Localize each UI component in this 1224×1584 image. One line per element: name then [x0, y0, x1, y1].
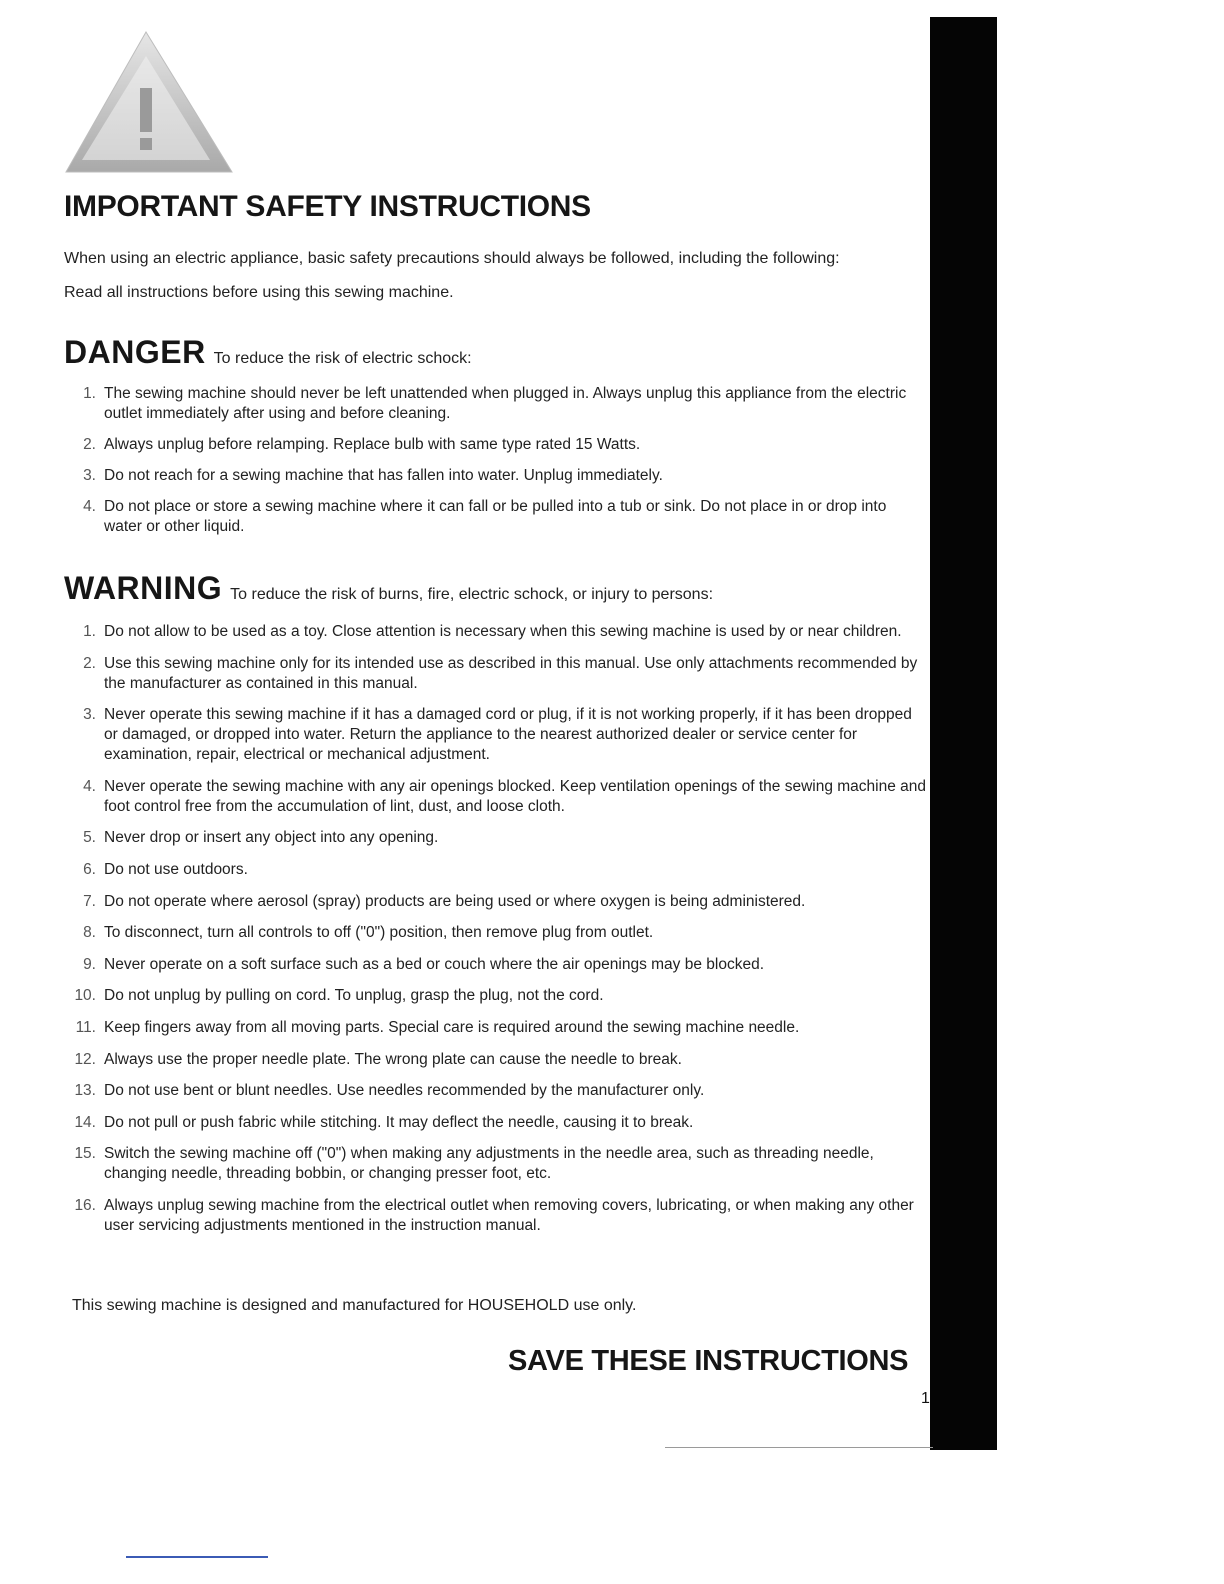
- scan-edge-shadow: [930, 17, 997, 1450]
- item-number: 9.: [83, 955, 96, 973]
- item-number: 4.: [83, 498, 96, 515]
- divider: [665, 1447, 933, 1448]
- item-number: 15.: [74, 1145, 96, 1163]
- item-number: 1.: [83, 623, 96, 640]
- item-text: To disconnect, turn all controls to off ("0") position, then remove plug from outlet.: [104, 924, 654, 942]
- item-number: 14.: [74, 1113, 96, 1131]
- list-item: [70, 497, 926, 537]
- item-text: Never operate the sewing machine with any air openings blocked. Keep ventilation openings of the sewing machine and foot control free from the accumulation of lint, dust, and loose cloth.: [104, 777, 927, 815]
- list-item: [70, 1113, 926, 1133]
- list-item: [70, 466, 926, 486]
- warning-subtitle: To reduce the risk of burns, fire, electric schock, or injury to persons:: [230, 586, 714, 603]
- warning-heading: [64, 570, 713, 607]
- item-text: Switch the sewing machine off ("0") when making any adjustments in the needle area, such as threading needle, changing needle, threading bobbin, or changing presser foot, etc.: [104, 1145, 874, 1183]
- item-number: 16.: [74, 1196, 96, 1214]
- item-number: 13.: [74, 1082, 96, 1100]
- warning-title: WARNING: [64, 570, 223, 606]
- list-item: [70, 1050, 926, 1070]
- list-item: [70, 923, 926, 943]
- item-text: Keep fingers away from all moving parts. Special care is required around the sewing machine needle.: [104, 1018, 800, 1036]
- danger-list: [70, 384, 926, 548]
- item-text: The sewing machine should never be left unattended when plugged in. Always unplug this appliance from the electric outlet immediately after using and before cleaning.: [104, 385, 907, 422]
- item-number: 11.: [75, 1018, 96, 1036]
- item-number: 10.: [74, 987, 96, 1005]
- list-item: [70, 892, 926, 912]
- household-use-note: This sewing machine is designed and manufactured for HOUSEHOLD use only.: [72, 1297, 637, 1314]
- item-number: 4.: [83, 777, 96, 795]
- item-text: Do not use outdoors.: [104, 860, 248, 878]
- item-number: 1.: [83, 385, 96, 402]
- list-item: [70, 622, 926, 642]
- item-number: 3.: [83, 706, 96, 724]
- page-title: IMPORTANT SAFETY INSTRUCTIONS: [64, 190, 591, 223]
- item-text: Do not place or store a sewing machine where it can fall or be pulled into a tub or sink. Do not place in or drop into water or other liquid.: [104, 498, 887, 535]
- list-item: [70, 955, 926, 975]
- page-number: 1: [921, 1390, 930, 1407]
- item-text: Use this sewing machine only for its intended use as described in this manual. Use only attachments recommended by the manufacturer as contained in this manual.: [104, 654, 918, 692]
- list-item: [70, 1144, 926, 1184]
- item-text: Do not allow to be used as a toy. Close attention is necessary when this sewing machine is used by or near children.: [104, 623, 902, 640]
- list-item: [70, 986, 926, 1006]
- item-number: 8.: [83, 924, 96, 942]
- list-item: [70, 1196, 926, 1236]
- list-item: [70, 777, 926, 817]
- item-number: 2.: [83, 436, 96, 453]
- item-number: 6.: [83, 860, 96, 878]
- list-item: [70, 1081, 926, 1101]
- item-text: Never operate on a soft surface such as a bed or couch where the air openings may be blocked.: [104, 955, 764, 973]
- item-text: Always use the proper needle plate. The wrong plate can cause the needle to break.: [104, 1050, 682, 1068]
- list-item: [70, 384, 926, 424]
- danger-heading: [64, 334, 472, 371]
- item-text: Never operate this sewing machine if it has a damaged cord or plug, if it is not working properly, if it has been dropped or damaged, or dropped into water. Return the appliance to the nearest authorized dealer or service center for examination, repair, electrical or mechanical adjustment.: [104, 706, 912, 764]
- list-item: [70, 1018, 926, 1038]
- item-text: Do not use bent or blunt needles. Use needles recommended by the manufacturer only.: [104, 1082, 705, 1100]
- intro-line: Read all instructions before using this sewing machine.: [64, 284, 454, 301]
- item-number: 7.: [83, 892, 96, 910]
- warning-triangle-icon: [64, 30, 234, 175]
- item-text: Always unplug sewing machine from the electrical outlet when removing covers, lubricating, or when making any other user servicing adjustments mentioned in the instruction manual.: [104, 1196, 914, 1234]
- item-number: 3.: [83, 467, 96, 484]
- danger-title: DANGER: [64, 334, 206, 370]
- save-instructions-heading: SAVE THESE INSTRUCTIONS: [508, 1345, 909, 1377]
- list-item: [70, 654, 926, 694]
- list-item: [70, 860, 926, 880]
- item-text: Do not unplug by pulling on cord. To unplug, grasp the plug, not the cord.: [104, 987, 604, 1005]
- item-text: Always unplug before relamping. Replace bulb with same type rated 15 Watts.: [104, 436, 641, 453]
- item-text: Do not reach for a sewing machine that has fallen into water. Unplug immediately.: [104, 467, 663, 484]
- list-item: [70, 435, 926, 455]
- item-number: 2.: [83, 654, 96, 672]
- item-text: Never drop or insert any object into any opening.: [104, 829, 439, 847]
- warning-list: [70, 622, 926, 1248]
- divider: [126, 1556, 268, 1558]
- list-item: [70, 705, 926, 765]
- intro-line: When using an electric appliance, basic safety precautions should always be followed, including the following:: [64, 250, 840, 267]
- danger-subtitle: To reduce the risk of electric schock:: [213, 350, 472, 367]
- item-number: 5.: [83, 829, 96, 847]
- list-item: [70, 828, 926, 848]
- item-text: Do not operate where aerosol (spray) products are being used or where oxygen is being administered.: [104, 892, 806, 910]
- item-number: 12.: [74, 1050, 96, 1068]
- item-text: Do not pull or push fabric while stitching. It may deflect the needle, causing it to break.: [104, 1113, 694, 1131]
